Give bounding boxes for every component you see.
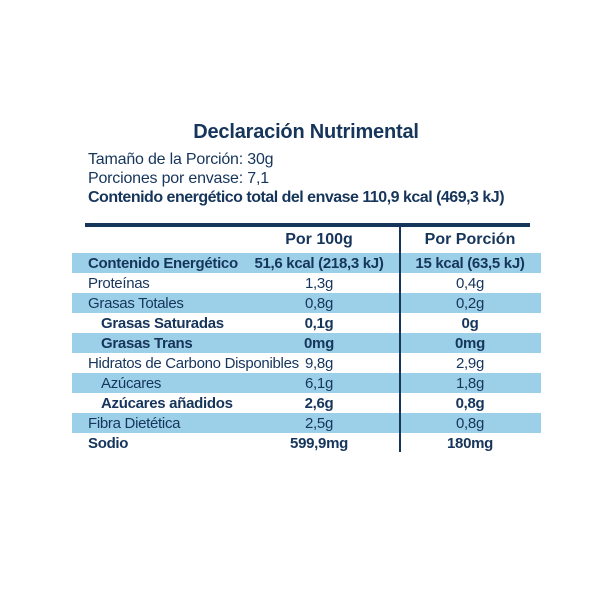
value-per-portion: 2,9g xyxy=(456,354,484,372)
value-per-portion: 0,8g xyxy=(456,414,484,432)
table-header-row xyxy=(72,227,541,253)
table-row xyxy=(72,413,541,433)
value-per-100g: 1,3g xyxy=(305,274,333,292)
table-row xyxy=(72,253,541,273)
table-row xyxy=(72,293,541,313)
value-per-portion: 0mg xyxy=(455,334,485,352)
value-per-portion: 0,2g xyxy=(456,294,484,312)
value-per-100g: 2,5g xyxy=(305,414,333,432)
table-row xyxy=(72,313,541,333)
value-per-portion: 1,8g xyxy=(456,374,484,392)
row-label: Contenido Energético xyxy=(88,254,238,272)
row-label: Azúcares añadidos xyxy=(101,394,233,412)
table-row xyxy=(72,273,541,293)
column-header-per-100g: Por 100g xyxy=(285,231,353,248)
row-label: Proteínas xyxy=(88,274,150,292)
row-label: Grasas Trans xyxy=(101,334,193,352)
value-per-100g: 2,6g xyxy=(304,394,334,412)
value-per-100g: 6,1g xyxy=(305,374,333,392)
table-row xyxy=(72,393,541,413)
row-label: Grasas Saturadas xyxy=(101,314,224,332)
value-per-100g: 0,1g xyxy=(304,314,334,332)
row-label: Hidratos de Carbono Disponibles xyxy=(88,354,299,372)
total-energy-line: Contenido energético total del envase 110,9 kcal (469,3 kJ) xyxy=(88,189,505,206)
value-per-100g: 9,8g xyxy=(305,354,333,372)
value-per-100g: 599,9mg xyxy=(290,434,348,452)
value-per-100g: 0mg xyxy=(304,334,334,352)
servings-per-container-line: Porciones por envase: 7,1 xyxy=(88,170,269,187)
value-per-portion: 0g xyxy=(461,314,479,332)
column-divider xyxy=(399,227,401,452)
row-label: Azúcares xyxy=(101,374,162,392)
value-per-portion: 15 kcal (63,5 kJ) xyxy=(415,254,525,272)
row-label: Fibra Dietética xyxy=(88,414,181,432)
row-label: Grasas Totales xyxy=(88,294,184,312)
table-row xyxy=(72,373,541,393)
table-row xyxy=(72,333,541,353)
value-per-100g: 51,6 kcal (218,3 kJ) xyxy=(254,254,384,272)
table-body xyxy=(72,253,541,453)
table-row xyxy=(72,353,541,373)
row-label: Sodio xyxy=(88,434,129,452)
column-header-per-portion: Por Porción xyxy=(424,231,516,248)
value-per-portion: 180mg xyxy=(446,434,494,452)
value-per-portion: 0,4g xyxy=(456,274,484,292)
serving-info xyxy=(88,150,504,207)
nutrition-table xyxy=(72,223,541,454)
value-per-100g: 0,8g xyxy=(305,294,333,312)
serving-size-line: Tamaño de la Porción: 30g xyxy=(88,151,274,168)
page-title: Declaración Nutrimental xyxy=(193,121,419,143)
value-per-portion: 0,8g xyxy=(455,394,485,412)
table-row xyxy=(72,433,541,453)
